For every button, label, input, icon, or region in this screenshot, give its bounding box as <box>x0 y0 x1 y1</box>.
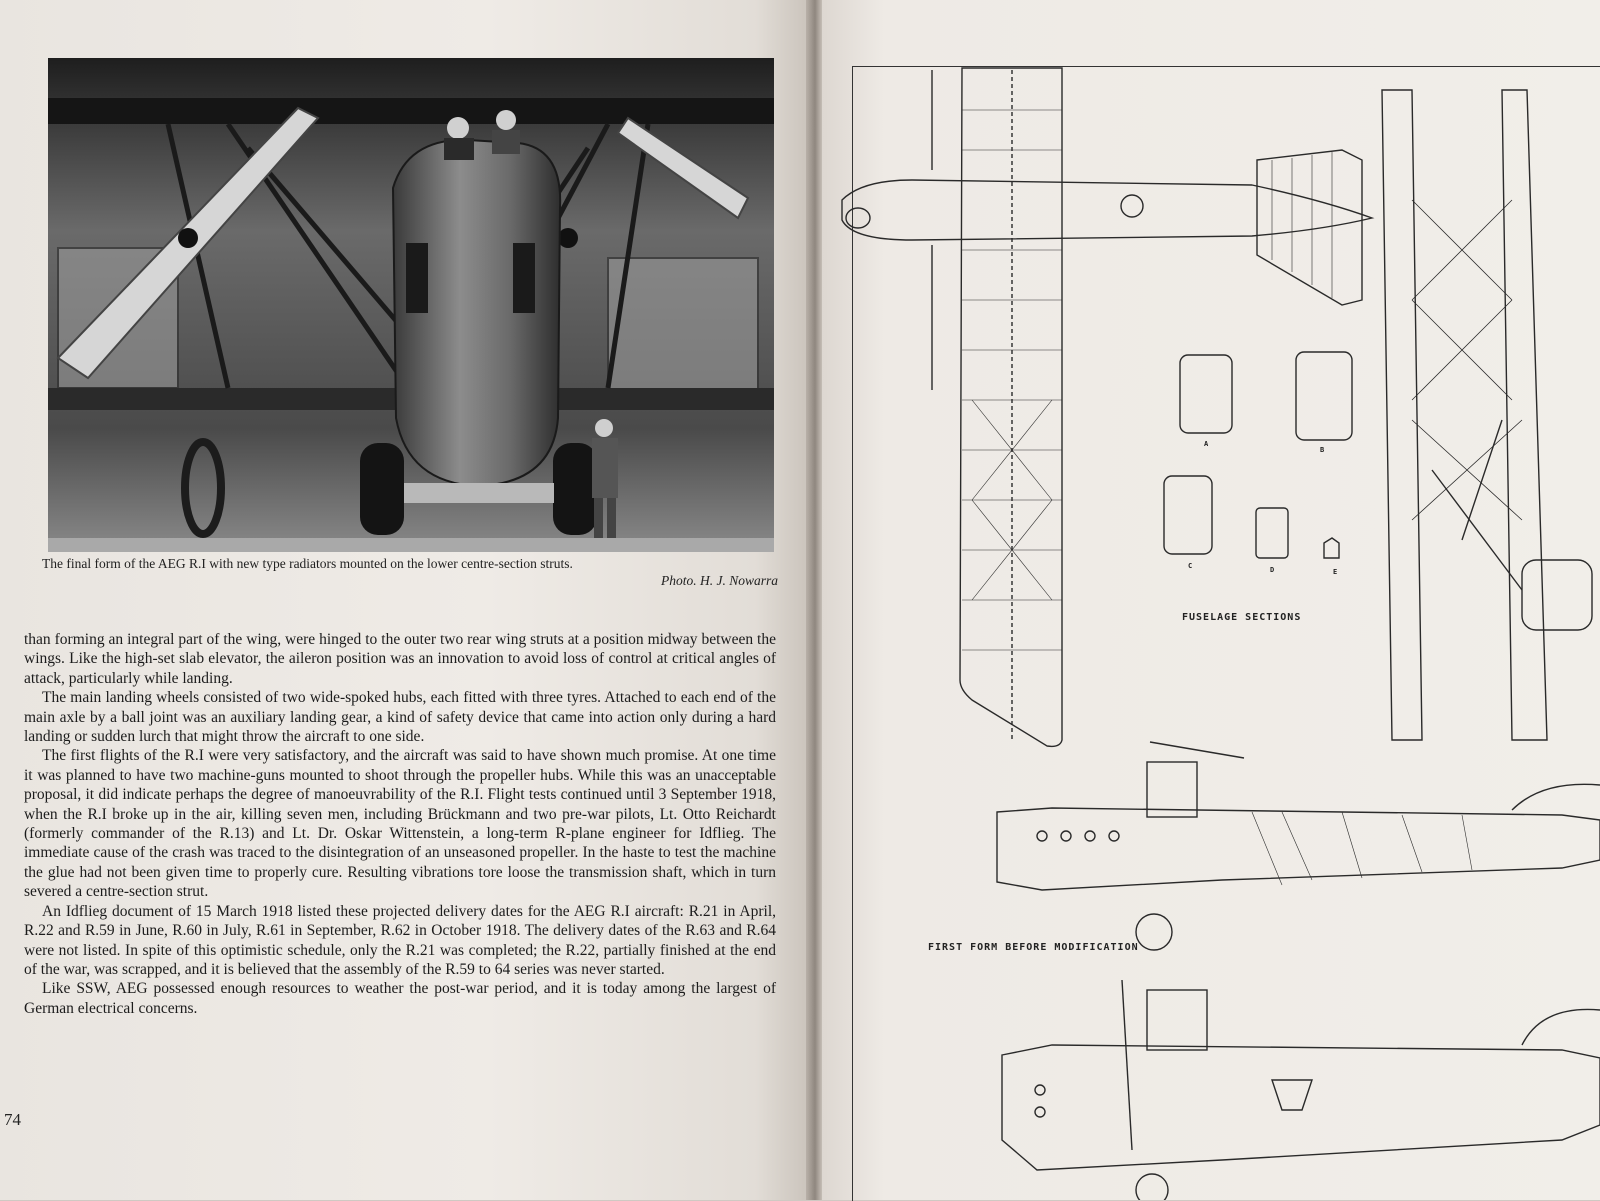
side-view-first-form-drawing <box>997 742 1600 950</box>
photo-credit: Photo. H. J. Nowarra <box>660 573 778 588</box>
fuselage-sections-drawing <box>1164 352 1352 558</box>
technical-drawings <box>822 0 1600 1200</box>
aircraft-photo <box>48 58 774 552</box>
paragraph: The first flights of the R.I were very satisfactory, and the aircraft was said to have shown much promise. At one time it was planned to have two machine-guns mounted to shoot through the propeller hubs. While this was an unacceptable proposal, it did indicate perhaps the degree of manoeuvrability of the R.I. Flight tests continued until 3 September 1918, when the R.I broke up in the air, killing seven men, including Brückmann and two pre-war pilots, Lt. Otto Reichardt (formerly commander of the R.13) and Lt. Dr. Oskar Wittenstein, a long-term R-plane engineer for Idflieg. The immediate cause of the crash was traced to the disintegration of an unseasoned propeller. In the haste to test the machine the glue had not been given time to properly cure. Resulting vibrations tore loose the transmission shaft, which in turn severed a centre-section strut. <box>24 747 776 901</box>
side-view-final-drawing <box>1002 980 1600 1200</box>
section-letter: B <box>1320 446 1326 454</box>
section-letter: D <box>1270 566 1276 574</box>
section-letter: A <box>1204 440 1210 448</box>
caption-text: The final form of the AEG R.I with new type radiators mounted on the lower centre-section struts. <box>42 556 573 571</box>
paragraph: The main landing wheels consisted of two wide-spoked hubs, each fitted with three tyres. Attached to each end of the main axle by a ball joint was an auxiliary landing gear, a kind of safety device that came into action only during a hard landing or sudden lurch that might throw the aircraft to one side. <box>24 689 776 746</box>
front-view-drawing <box>1382 90 1592 740</box>
paragraph: An Idflieg document of 15 March 1918 listed these projected delivery dates for the AEG R.I aircraft: R.21 in April, R.22 and R.59 in June, R.60 in July, R.61 in September, R.62 in October 1918. The delivery dates of the R.63 and R.64 were not listed. In spite of this optimistic schedule, only the R.21 was completed; the R.22, partially finished at the end of the war, was scrapped, and it is believed that the assembly of the R.59 to 64 series was never started. <box>24 902 776 978</box>
section-letter: C <box>1188 562 1194 570</box>
paragraph: Like SSW, AEG possessed enough resources to weather the post-war period, and it is today among the largest of German electrical concerns. <box>24 980 776 1017</box>
fuselage-sections-label: FUSELAGE SECTIONS <box>1182 612 1302 623</box>
section-letter: E <box>1333 568 1339 576</box>
paragraph: than forming an integral part of the wing, were hinged to the outer two rear wing struts at a position midway between the wings. Like the high-set slab elevator, the aileron position was an innovation to avoid loss of control at critical angles of attack, particularly while landing. <box>24 631 776 687</box>
first-form-label: FIRST FORM BEFORE MODIFICATION <box>928 942 1139 953</box>
plan-view-drawing <box>842 68 1372 746</box>
article-body <box>24 630 776 1018</box>
photo-caption <box>42 556 778 589</box>
page-number: 74 <box>4 1110 21 1129</box>
